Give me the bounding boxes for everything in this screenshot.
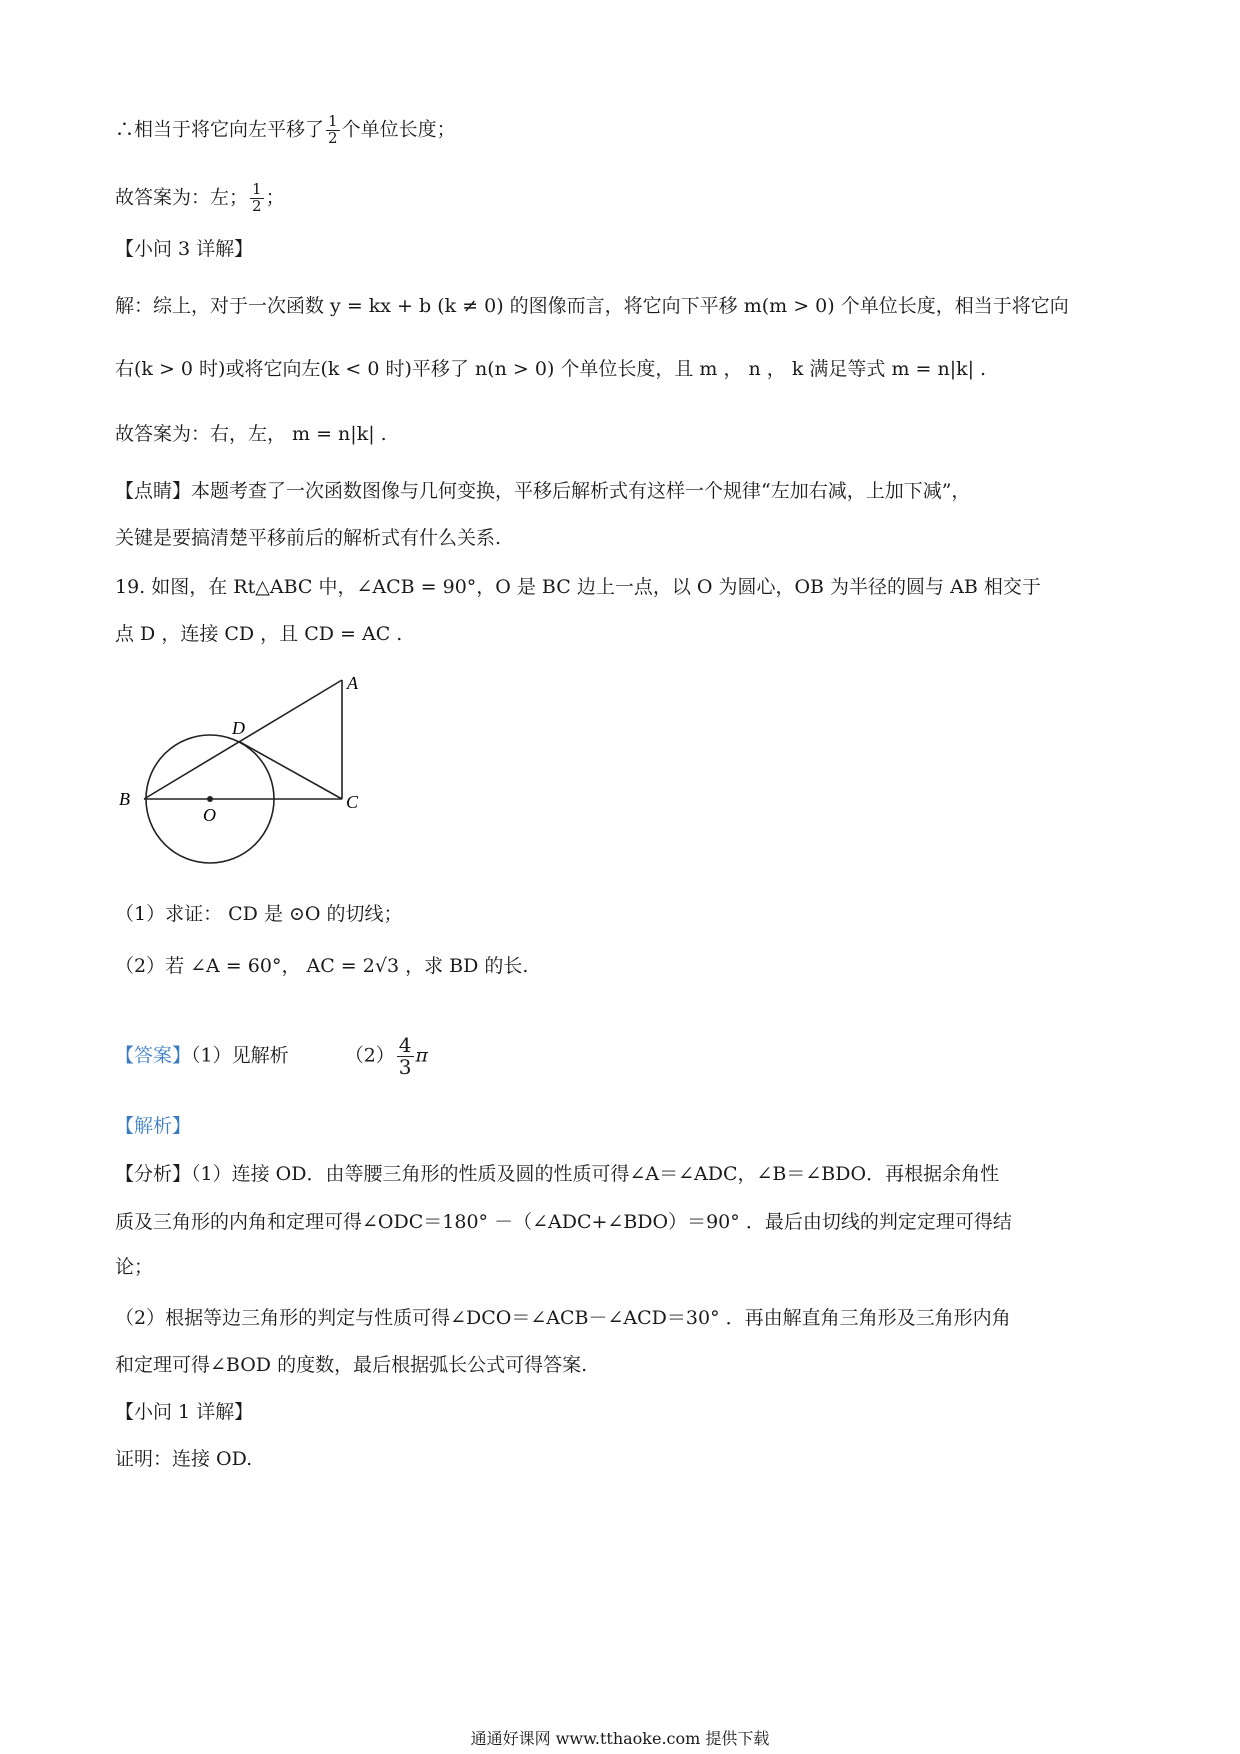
text-line: 【点睛】本题考查了一次函数图像与几何变换，平移后解析式有这样一个规律“左加右减，上加下减”， (115, 480, 971, 502)
question-part: （1）求证： CD 是 ⊙O 的切线； (115, 903, 403, 925)
pi-symbol: π (415, 1044, 429, 1067)
text-line (115, 182, 285, 215)
text-span: 故答案为：左； (115, 186, 249, 209)
answer-line (115, 1035, 428, 1078)
fraction (326, 114, 340, 147)
section-heading: 【小问 3 详解】 (115, 238, 254, 260)
text-line: 右(k > 0 时)或将它向左(k < 0 时)平移了 n(n > 0) 个单位长度，且 m ， n ， k 满足等式 m = n|k| . (115, 358, 987, 380)
label-o: O (203, 805, 216, 825)
text-span: 个单位长度； (341, 118, 456, 141)
fraction-denominator: 3 (398, 1055, 412, 1079)
label-b: B (119, 789, 130, 809)
text-span: ∴相当于将它向左平移了 (115, 118, 325, 141)
label-d: D (232, 718, 245, 738)
label-c: C (346, 792, 359, 812)
text-span: ； (265, 186, 285, 209)
text-line: 解：综上，对于一次函数 y = kx + b (k ≠ 0) 的图像而言，将它向下平移 m(m > 0) 个单位长度，相当于将它向 (115, 295, 1069, 317)
footer-watermark: 通通好课网 www.tthaoke.com 提供下载 (470, 1729, 770, 1748)
fraction (397, 1035, 414, 1078)
geometry-figure (110, 672, 380, 882)
answer-part-2: （2） (344, 1044, 395, 1067)
fraction-denominator: 2 (328, 128, 338, 147)
text-line: 论； (115, 1256, 154, 1278)
section-heading: 【小问 1 详解】 (115, 1401, 254, 1423)
text-line: 质及三角形的内角和定理可得∠ODC＝180° －（∠ADC+∠BDO）＝90° ．最后由切线的判定定理可得结 (115, 1211, 1012, 1233)
fraction-numerator: 1 (252, 180, 262, 198)
segment-cd (240, 742, 342, 799)
fraction-numerator: 4 (398, 1033, 412, 1057)
answer-tag: 【答案】 (115, 1044, 192, 1067)
text-line: 关键是要搞清楚平移前后的解析式有什么关系. (115, 527, 502, 549)
text-line: 故答案为：右，左， m = n|k| . (115, 423, 387, 445)
text-line (115, 114, 456, 147)
fraction-denominator: 2 (252, 196, 262, 215)
analysis-tag: 【解析】 (115, 1115, 192, 1137)
text-line: （2）根据等边三角形的判定与性质可得∠DCO＝∠ACB－∠ACD＝30° ．再由解直角三角形及三角形内角 (115, 1307, 1011, 1329)
fraction-numerator: 1 (328, 112, 338, 130)
question-part: （2）若 ∠A = 60°， AC = 2√3 ，求 BD 的长. (115, 955, 529, 977)
question-line: 点 D ，连接 CD ，且 CD = AC . (115, 623, 403, 645)
text-line: 【分析】（1）连接 OD．由等腰三角形的性质及圆的性质可得∠A＝∠ADC，∠B＝∠BDO．再根据余角性 (115, 1163, 1000, 1185)
segment-ab (144, 680, 342, 799)
label-a: A (347, 673, 358, 693)
center-point (207, 796, 213, 802)
fraction (250, 182, 264, 215)
text-line: 证明：连接 OD. (115, 1448, 253, 1470)
text-line: 和定理可得∠BOD 的度数，最后根据弧长公式可得答案. (115, 1354, 588, 1376)
question-line: 19. 如图，在 Rt△ABC 中，∠ACB = 90°，O 是 BC 边上一点，以 O 为圆心，OB 为半径的圆与 AB 相交于 (115, 576, 1041, 598)
answer-part-1: （1）见解析 (191, 1044, 289, 1067)
